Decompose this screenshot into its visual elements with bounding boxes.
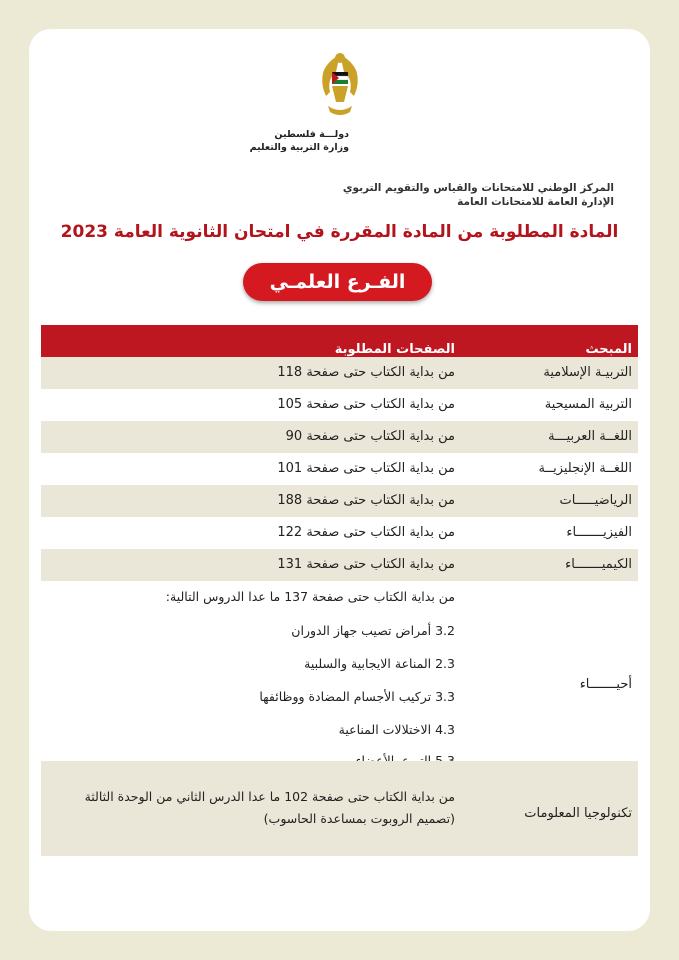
branch-badge: الفـرع العلمـي [243,263,432,301]
pages-cell-line: من بداية الكتاب حتى صفحة 102 ما عدا الدرس الثاني من الوحدة الثالثة [84,789,455,804]
center-line-1: المركز الوطني للامتحانات والقياس والتقويم التربوي [342,182,614,194]
ministry-line-state: دولـــة فلسطين [274,129,349,140]
pages-cell: من بداية الكتاب حتى صفحة 90 [285,429,455,444]
center-name [343,181,614,209]
subject-cell: تكنولوجيا المعلومات [524,806,632,821]
pages-cell: من بداية الكتاب حتى صفحة 122 [277,525,455,540]
subject-cell: الرياضيـــــات [559,493,632,508]
table-row [41,421,638,453]
pages-cell: من بداية الكتاب حتى صفحة 131 [277,557,455,572]
pages-cell: من بداية الكتاب حتى صفحة 118 [277,365,455,380]
ministry-name [250,128,349,154]
column-header-subject: المبحث [585,342,632,357]
table-row [41,453,638,485]
table-row-biology [41,581,638,761]
pages-cell: من بداية الكتاب حتى صفحة 105 [277,397,455,412]
pages-cell: من بداية الكتاب حتى صفحة 101 [277,461,455,476]
center-line-2: الإدارة العامة للامتحانات العامة [457,196,614,208]
table-row [41,485,638,517]
subject-cell: أحيـــــــاء [579,677,632,692]
subjects-table [41,325,638,856]
table-row [41,389,638,421]
subject-cell: الفيزيـــــــاء [566,525,632,540]
subject-cell: التربية المسيحية [544,397,632,412]
table-header [41,325,638,357]
subject-cell: اللغــة العربيـــة [548,429,632,444]
excluded-lesson: 3.3 تركيب الأجسام المضادة ووظائفها [259,689,455,704]
pages-cell-line: من بداية الكتاب حتى صفحة 137 ما عدا الدروس التالية: [165,589,455,604]
excluded-lesson: 3.2 أمراض تصيب جهاز الدوران [291,623,455,638]
pages-cell: من بداية الكتاب حتى صفحة 188 [277,493,455,508]
subject-cell: اللغــة الإنجليزيــة [538,461,632,476]
page-title: المادة المطلوبة من المادة المقررة في امتحان الثانوية العامة 2023 [60,222,619,242]
excluded-lesson: 4.3 الاختلالات المناعية [338,722,455,737]
column-header-pages: الصفحات المطلوبة [334,342,455,357]
table-row [41,517,638,549]
excluded-lesson: 2.3 المناعة الايجابية والسلبية [304,656,455,671]
ministry-line-education: وزارة التربية والتعليم [249,142,349,153]
subject-cell: الكيميـــــــاء [565,557,632,572]
palestine-eagle-emblem-icon [314,48,366,126]
pages-cell-line: (تصميم الروبوت بمساعدة الحاسوب) [263,811,455,826]
table-row-it [41,761,638,856]
subject-cell: التربيـة الإسلامية [543,365,632,380]
table-row [41,357,638,389]
table-row [41,549,638,581]
